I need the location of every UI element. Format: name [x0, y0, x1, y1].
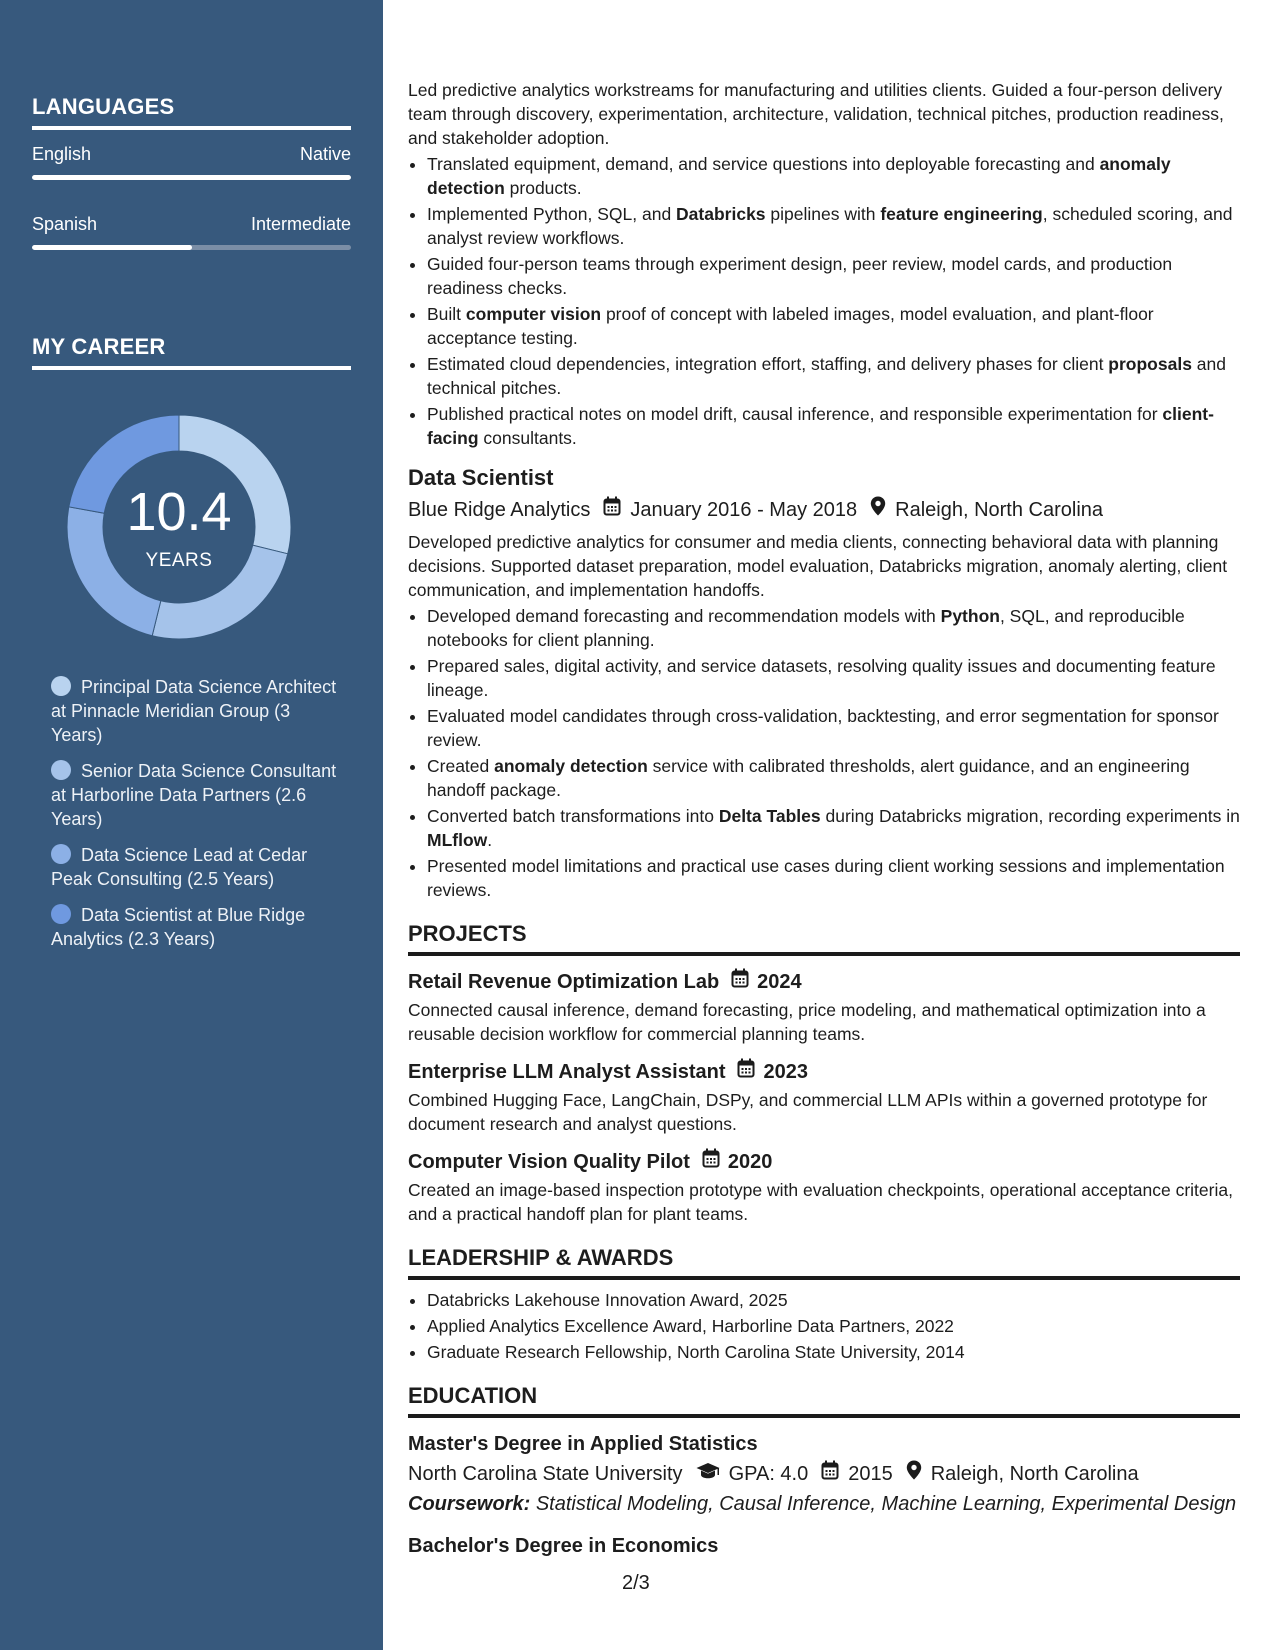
project-year: 2020: [727, 1151, 773, 1173]
career-donut-chart: [66, 414, 292, 640]
language-bar-fill: [32, 245, 192, 250]
calendar-icon: [821, 1460, 839, 1488]
career-legend-item: [51, 843, 341, 891]
project-title: Enterprise LLM Analyst Assistant: [408, 1061, 726, 1083]
degree-title: Master's Degree in Applied Statistics: [408, 1433, 758, 1455]
coursework-list: Statistical Modeling, Causal Inference, Machine Learning, Experimental Design: [535, 1493, 1237, 1515]
bullet-item: • Estimated cloud dependencies, integration effort, staffing, and delivery phases for client proposals and technical pitches.: [427, 352, 1240, 400]
project-year: 2024: [757, 971, 802, 993]
award-item: • Graduate Research Fellowship, North Carolina State University, 2014: [427, 1340, 1240, 1364]
map-pin-icon: [906, 1460, 922, 1488]
bullet-item: • Prepared sales, digital activity, and service datasets, resolving quality issues and documenting feature lineage.: [427, 654, 1240, 702]
bullet-item: • Built computer vision proof of concept with labeled images, model evaluation, and plant-floor acceptance testing.: [427, 302, 1240, 350]
main-content: [408, 78, 1240, 1562]
project-item: [408, 1058, 1240, 1136]
legend-dot-icon: [51, 676, 71, 696]
career-legend: [51, 675, 341, 963]
awards-heading: LEADERSHIP & AWARDS: [408, 1244, 1240, 1280]
language-name: English: [32, 144, 92, 164]
bullet-item: • Created anomaly detection service with calibrated thresholds, alert guidance, and an engineering handoff package.: [427, 754, 1240, 802]
job-title: Data Scientist: [408, 465, 554, 490]
calendar-icon: [737, 1058, 755, 1086]
coursework: [408, 1490, 1240, 1518]
project-title: Retail Revenue Optimization Lab: [408, 971, 720, 993]
school-name: North Carolina State University: [408, 1463, 683, 1485]
award-item: • Databricks Lakehouse Innovation Award, 2025: [427, 1288, 1240, 1312]
career-legend-label: Data Scientist at Blue Ridge Analytics (2.3 Years): [51, 905, 306, 949]
school-location: Raleigh, North Carolina: [930, 1463, 1139, 1485]
projects-heading: PROJECTS: [408, 920, 1240, 956]
language-bar: [32, 245, 351, 250]
job-location: Raleigh, North Carolina: [895, 499, 1104, 521]
project-description: Created an image-based inspection prototype with evaluation checkpoints, operational acceptance criteria, and a practical handoff plan for plant teams.: [408, 1180, 1233, 1224]
education-heading: EDUCATION: [408, 1382, 1240, 1418]
career-legend-label: Principal Data Science Architect at Pinnacle Meridian Group (3 Years): [51, 677, 337, 745]
map-pin-icon: [870, 496, 886, 524]
language-name: Spanish: [32, 214, 98, 234]
bullet-item: • Converted batch transformations into Delta Tables during Databricks migration, recording experiments in MLflow.: [427, 804, 1240, 852]
calendar-icon: [603, 496, 621, 524]
language-bar-fill: [32, 175, 351, 180]
bullet-item: • Translated equipment, demand, and service questions into deployable forecasting and anomaly detection products.: [427, 152, 1240, 200]
calendar-icon: [702, 1148, 720, 1176]
project-title: Computer Vision Quality Pilot: [408, 1151, 690, 1173]
bullet-item: • Presented model limitations and practical use cases during client working sessions and implementation reviews.: [427, 854, 1240, 902]
bullet-item: • Guided four-person teams through experiment design, peer review, model cards, and production readiness checks.: [427, 252, 1240, 300]
job-meta: [408, 496, 1240, 524]
project-description: Combined Hugging Face, LangChain, DSPy, and commercial LLM APIs within a governed prototype for document research and analyst questions.: [408, 1090, 1208, 1134]
graduation-year: 2015: [848, 1463, 893, 1485]
job-bullets: [408, 152, 1240, 450]
graduation-cap-icon: [696, 1460, 720, 1488]
job-dates: January 2016 - May 2018: [630, 499, 858, 521]
bullet-item: • Published practical notes on model drift, causal inference, and responsible experimentation for client-facing consultants.: [427, 402, 1240, 450]
job-summary: Led predictive analytics workstreams for manufacturing and utilities clients. Guided a four-person delivery team through discovery, experimentation, architecture, validation, technical pitches, production readiness, and stakeholder adoption.: [408, 80, 1224, 148]
project-item: [408, 1148, 1240, 1226]
career-section: [32, 334, 351, 370]
career-legend-label: Data Science Lead at Cedar Peak Consulting (2.5 Years): [51, 845, 308, 889]
career-heading: MY CAREER: [32, 334, 351, 370]
education-meta: [408, 1460, 1240, 1488]
coursework-label: Coursework:: [408, 1493, 531, 1515]
degree-title: Bachelor's Degree in Economics: [408, 1535, 719, 1557]
legend-dot-icon: [51, 760, 71, 780]
legend-dot-icon: [51, 904, 71, 924]
calendar-icon: [731, 968, 749, 996]
awards-list: [408, 1288, 1240, 1364]
legend-dot-icon: [51, 844, 71, 864]
gpa: GPA: 4.0: [728, 1463, 809, 1485]
project-item: [408, 968, 1240, 1046]
career-legend-item: [51, 759, 341, 831]
language-item: [32, 144, 351, 180]
career-legend-item: [51, 903, 341, 951]
career-total-years: 10.4: [126, 482, 232, 542]
language-item: [32, 214, 351, 250]
bullet-item: • Developed demand forecasting and recommendation models with Python, SQL, and reproducible notebooks for client planning.: [427, 604, 1240, 652]
language-bar: [32, 175, 351, 180]
language-level: Intermediate: [250, 214, 351, 234]
page-number: 2/3: [622, 1572, 650, 1594]
languages-section: [32, 94, 351, 250]
sidebar: [0, 0, 383, 1650]
career-years-unit: YEARS: [145, 550, 213, 571]
bullet-item: • Implemented Python, SQL, and Databricks pipelines with feature engineering, scheduled scoring, and analyst review workflows.: [427, 202, 1240, 250]
donut-center: [66, 414, 292, 640]
company-name: Blue Ridge Analytics: [408, 499, 591, 521]
bullet-item: • Evaluated model candidates through cross-validation, backtesting, and error segmentation for sponsor review.: [427, 704, 1240, 752]
project-year: 2023: [763, 1061, 808, 1083]
project-description: Connected causal inference, demand forecasting, price modeling, and mathematical optimization into a reusable decision workflow for commercial planning teams.: [408, 1000, 1206, 1044]
language-level: Native: [299, 144, 351, 164]
job-summary: Developed predictive analytics for consumer and media clients, connecting behavioral data with planning decisions. Supported dataset preparation, model evaluation, Databricks migration, anomaly alerting, client communication, and implementation handoffs.: [408, 532, 1228, 600]
award-item: • Applied Analytics Excellence Award, Harborline Data Partners, 2022: [427, 1314, 1240, 1338]
job-bullets: [408, 604, 1240, 902]
career-legend-item: [51, 675, 341, 747]
languages-heading: LANGUAGES: [32, 94, 351, 130]
career-legend-label: Senior Data Science Consultant at Harborline Data Partners (2.6 Years): [51, 761, 337, 829]
